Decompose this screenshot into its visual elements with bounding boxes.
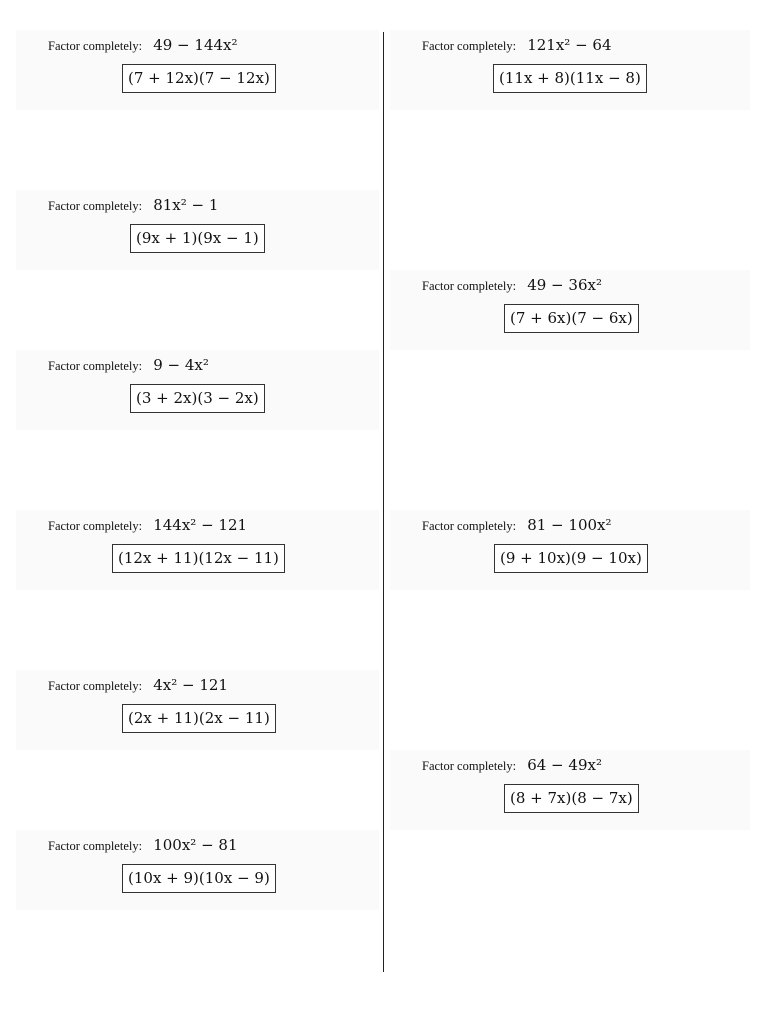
problem-8 — [390, 270, 750, 350]
answer-box: (2x + 11)(2x − 11) — [122, 704, 276, 733]
answer-box: (8 + 7x)(8 − 7x) — [504, 784, 639, 813]
problem-prompt — [422, 36, 612, 55]
problem-expression: 49 − 36x² — [527, 276, 602, 294]
answer-box: (10x + 9)(10x − 9) — [122, 864, 276, 893]
problem-expression: 49 − 144x² — [153, 36, 238, 54]
answer-box: (7 + 12x)(7 − 12x) — [122, 64, 276, 93]
problem-expression: 4x² − 121 — [153, 676, 228, 694]
answer-box: (9x + 1)(9x − 1) — [130, 224, 265, 253]
prompt-label: Factor completely: — [422, 519, 517, 533]
prompt-label: Factor completely: — [48, 519, 143, 533]
prompt-label: Factor completely: — [48, 359, 143, 373]
problem-5 — [16, 670, 379, 750]
problem-prompt — [48, 516, 247, 535]
problem-4 — [16, 510, 379, 590]
problem-1 — [16, 30, 379, 110]
prompt-label: Factor completely: — [48, 39, 143, 53]
answer-box: (12x + 11)(12x − 11) — [112, 544, 285, 573]
problem-prompt — [48, 836, 238, 855]
problem-expression: 81x² − 1 — [153, 196, 219, 214]
problem-expression: 100x² − 81 — [153, 836, 238, 854]
problem-expression: 64 − 49x² — [527, 756, 602, 774]
problem-6 — [16, 830, 379, 910]
prompt-label: Factor completely: — [422, 759, 517, 773]
problem-3 — [16, 350, 379, 430]
problem-prompt — [48, 356, 209, 375]
problem-prompt — [422, 276, 602, 295]
column-divider — [383, 32, 384, 972]
problem-expression: 81 − 100x² — [527, 516, 612, 534]
prompt-label: Factor completely: — [48, 679, 143, 693]
problem-prompt — [48, 36, 238, 55]
problem-prompt — [48, 676, 228, 695]
answer-box: (11x + 8)(11x − 8) — [493, 64, 647, 93]
problem-prompt — [422, 516, 612, 535]
prompt-label: Factor completely: — [48, 199, 143, 213]
problem-prompt — [48, 196, 218, 215]
problem-2 — [16, 190, 379, 270]
problem-prompt — [422, 756, 602, 775]
problem-expression: 144x² − 121 — [153, 516, 248, 534]
prompt-label: Factor completely: — [422, 39, 517, 53]
problem-9 — [390, 510, 750, 590]
answer-box: (3 + 2x)(3 − 2x) — [130, 384, 265, 413]
problem-expression: 9 − 4x² — [153, 356, 209, 374]
problem-7 — [390, 30, 750, 110]
answer-box: (7 + 6x)(7 − 6x) — [504, 304, 639, 333]
problem-expression: 121x² − 64 — [527, 36, 612, 54]
prompt-label: Factor completely: — [48, 839, 143, 853]
problem-10 — [390, 750, 750, 830]
prompt-label: Factor completely: — [422, 279, 517, 293]
answer-box: (9 + 10x)(9 − 10x) — [494, 544, 648, 573]
